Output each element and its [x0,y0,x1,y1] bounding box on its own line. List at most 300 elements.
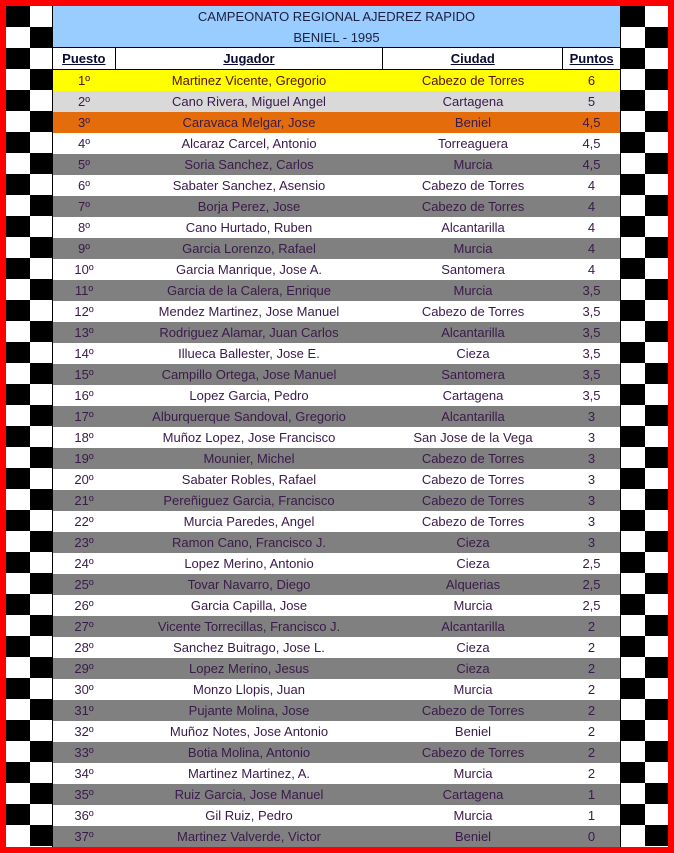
position-cell: 6º [78,178,90,193]
checker-square [6,27,30,48]
checker-square [30,195,52,216]
points-cell: 4,5 [582,136,601,151]
checker-square [645,342,668,363]
city-cell: Alcantarilla [441,220,505,235]
city-cell: Murcia [453,808,493,823]
checker-square [30,153,52,174]
position-cell: 1º [78,73,90,88]
city-cell: Cieza [456,346,490,361]
checker-square [6,48,30,69]
position-cell: 21º [74,493,94,508]
checker-square [6,468,30,489]
tournament-subtitle: BENIEL - 1995 [293,30,380,45]
points-cell: 3,5 [582,283,601,298]
player-cell: Muñoz Notes, Jose Antonio [169,724,329,739]
city-cell: Murcia [453,157,493,172]
player-cell: Sanchez Buitrago, Jose L. [173,640,325,655]
position-cell: 5º [78,157,90,172]
points-cell: 1 [587,808,596,823]
standings-frame [6,6,668,847]
player-cell: Lopez Merino, Antonio [184,556,314,571]
checker-square [645,552,668,573]
checker-square [645,90,668,111]
table-row [53,364,620,385]
checker-square [30,216,52,237]
table-row [53,217,620,238]
table-row [53,616,620,637]
table-row [53,301,620,322]
player-cell: Mendez Martinez, Jose Manuel [158,304,340,319]
checker-square [621,216,645,237]
points-cell: 3 [587,451,596,466]
position-cell: 7º [78,199,90,214]
position-cell: 35º [74,787,94,802]
player-cell: Sabater Robles, Rafael [181,472,317,487]
points-cell: 4,5 [582,157,601,172]
points-cell: 4 [587,241,596,256]
city-cell: Murcia [453,682,493,697]
position-cell: 30º [74,682,94,697]
city-cell: Murcia [453,766,493,781]
city-cell: Beniel [454,829,492,844]
table-row [53,112,620,133]
checker-square [621,363,645,384]
position-cell: 33º [74,745,94,760]
points-cell: 3,5 [582,388,601,403]
checker-square [621,111,645,132]
checker-square [30,657,52,678]
checker-square [645,321,668,342]
checker-square [30,615,52,636]
player-cell: Garcia Capilla, Jose [190,598,308,613]
checkerboard-border-right [621,6,668,847]
checker-square [30,6,52,27]
player-cell: Gil Ruiz, Pedro [205,808,293,823]
city-cell: Santomera [441,367,505,382]
city-cell: Murcia [453,241,493,256]
checker-square [6,6,30,27]
checker-square [30,678,52,699]
checker-square [645,195,668,216]
checker-square [645,531,668,552]
column-header-puntos: Puntos [562,48,620,69]
city-cell: Cabezo de Torres [421,493,525,508]
checker-square [6,300,30,321]
points-cell: 2,5 [582,556,601,571]
position-cell: 11º [74,283,94,298]
checker-square [645,510,668,531]
table-row [53,574,620,595]
table-body [53,70,620,847]
position-cell: 20º [74,472,94,487]
player-cell: Garcia Manrique, Jose A. [176,262,322,277]
points-cell: 2,5 [582,598,601,613]
table-row [53,175,620,196]
position-cell: 32º [74,724,94,739]
position-cell: 15º [74,367,94,382]
checker-square [621,321,645,342]
checker-square [30,342,52,363]
checker-square [6,195,30,216]
checker-square [645,678,668,699]
table-row [53,91,620,112]
points-cell: 2 [587,661,596,676]
player-cell: Garcia de la Calera, Enrique [166,283,332,298]
city-cell: Cieza [456,640,490,655]
checker-square [645,447,668,468]
checker-square [30,237,52,258]
checker-square [645,594,668,615]
player-cell: Garcia Lorenzo, Rafael [182,241,316,256]
player-cell: Lopez Garcia, Pedro [189,388,309,403]
checker-square [645,237,668,258]
checker-square [6,69,30,90]
checker-square [6,699,30,720]
table-row [53,637,620,658]
checker-square [6,426,30,447]
checker-square [621,804,645,825]
position-cell: 28º [74,640,94,655]
city-cell: Alcantarilla [441,325,505,340]
city-cell: Alcantarilla [441,619,505,634]
checker-square [621,468,645,489]
player-cell: Alburquerque Sandoval, Gregorio [152,409,346,424]
checker-square [645,573,668,594]
player-cell: Martinez Martinez, A. [187,766,311,781]
checker-square [30,111,52,132]
checker-square [621,132,645,153]
city-cell: Murcia [453,283,493,298]
table-row [53,259,620,280]
checker-square [621,573,645,594]
city-cell: Cabezo de Torres [421,73,525,88]
checker-square [6,783,30,804]
checker-square [621,636,645,657]
checker-square [645,363,668,384]
checker-square [621,657,645,678]
points-cell: 2 [587,640,596,655]
city-cell: San Jose de la Vega [413,430,533,445]
checker-square [621,300,645,321]
position-cell: 9º [78,241,90,256]
table-row [53,553,620,574]
points-cell: 3 [587,430,596,445]
checker-square [621,90,645,111]
city-cell: Cabezo de Torres [421,514,525,529]
points-cell: 3 [587,535,596,550]
checker-square [6,279,30,300]
checker-square [30,48,52,69]
table-row [53,133,620,154]
player-cell: Rodriguez Alamar, Juan Carlos [159,325,339,340]
player-cell: Pujante Molina, Jose [188,703,310,718]
checker-square [621,48,645,69]
points-cell: 4,5 [582,115,601,130]
points-cell: 6 [587,73,596,88]
checker-square [621,489,645,510]
player-cell: Muñoz Lopez, Jose Francisco [162,430,336,445]
player-cell: Pereñiguez Garcia, Francisco [163,493,335,508]
player-cell: Illueca Ballester, Jose E. [178,346,320,361]
player-cell: Cano Rivera, Miguel Angel [172,94,326,109]
checkerboard-border-left [6,6,52,847]
checker-square [6,720,30,741]
checker-square [621,384,645,405]
player-cell: Alcaraz Carcel, Antonio [181,136,317,151]
checker-square [6,153,30,174]
checker-square [621,699,645,720]
position-cell: 2º [78,94,90,109]
table-row [53,154,620,175]
checker-square [645,279,668,300]
checker-square [621,510,645,531]
city-cell: Cieza [456,556,490,571]
checker-square [645,300,668,321]
player-cell: Martinez Vicente, Gregorio [171,73,327,88]
city-cell: Cabezo de Torres [421,472,525,487]
city-cell: Cabezo de Torres [421,178,525,193]
player-cell: Botia Molina, Antonio [187,745,311,760]
points-cell: 2 [587,703,596,718]
player-cell: Vicente Torrecillas, Francisco J. [157,619,341,634]
checker-square [30,69,52,90]
position-cell: 16º [74,388,94,403]
city-cell: Alquerias [445,577,501,592]
table-header [53,48,620,70]
points-cell: 3 [587,514,596,529]
checker-square [621,174,645,195]
checker-square [30,825,52,846]
player-cell: Murcia Paredes, Angel [183,514,315,529]
points-cell: 4 [587,220,596,235]
checker-square [30,405,52,426]
checker-square [6,804,30,825]
checker-square [6,510,30,531]
city-cell: Torreaguera [437,136,509,151]
checker-square [621,27,645,48]
points-cell: 2 [587,745,596,760]
points-cell: 4 [587,262,596,277]
position-cell: 24º [74,556,94,571]
table-row [53,448,620,469]
player-cell: Borja Perez, Jose [197,199,301,214]
checker-square [621,741,645,762]
checker-square [621,279,645,300]
position-cell: 17º [74,409,94,424]
table-row [53,343,620,364]
checker-square [30,573,52,594]
city-cell: Cieza [456,535,490,550]
checker-square [30,300,52,321]
player-cell: Martinez Valverde, Victor [176,829,322,844]
table-row [53,280,620,301]
player-cell: Soria Sanchez, Carlos [184,157,314,172]
position-cell: 8º [78,220,90,235]
checker-square [621,258,645,279]
checker-square [6,531,30,552]
table-row [53,721,620,742]
checker-square [645,804,668,825]
checker-square [30,90,52,111]
checker-square [645,258,668,279]
player-cell: Caravaca Melgar, Jose [182,115,316,130]
position-cell: 34º [74,766,94,781]
checker-square [30,552,52,573]
position-cell: 31º [74,703,94,718]
checker-square [645,489,668,510]
table-row [53,679,620,700]
checker-square [6,447,30,468]
city-cell: Murcia [453,598,493,613]
checker-square [30,783,52,804]
table-row [53,511,620,532]
checker-square [30,468,52,489]
points-cell: 0 [587,829,596,844]
column-header-puesto: Puesto [62,51,106,66]
checker-square [6,111,30,132]
position-cell: 3º [78,115,90,130]
position-cell: 4º [78,136,90,151]
checker-square [621,237,645,258]
checker-square [6,342,30,363]
checker-square [6,237,30,258]
checker-square [6,657,30,678]
checker-square [6,615,30,636]
checker-square [645,783,668,804]
checker-square [621,678,645,699]
player-cell: Ruiz Garcia, Jose Manuel [174,787,324,802]
city-cell: Santomera [441,262,505,277]
position-cell: 37º [74,829,94,844]
checker-square [30,594,52,615]
points-cell: 4 [587,178,596,193]
checker-square [30,258,52,279]
checker-square [621,531,645,552]
player-cell: Lopez Merino, Jesus [189,661,309,676]
checker-square [30,489,52,510]
checker-square [621,69,645,90]
checker-square [6,216,30,237]
checker-square [6,594,30,615]
table-row [53,826,620,847]
table-row [53,196,620,217]
checker-square [30,279,52,300]
table-row [53,805,620,826]
points-cell: 2 [587,724,596,739]
points-cell: 5 [587,94,596,109]
checker-square [30,174,52,195]
points-cell: 3 [587,472,596,487]
city-cell: Beniel [454,724,492,739]
checker-square [645,48,668,69]
checker-square [30,510,52,531]
checker-square [645,615,668,636]
checker-square [6,636,30,657]
position-cell: 25º [74,577,94,592]
position-cell: 29º [74,661,94,676]
checker-square [645,27,668,48]
checker-square [645,657,668,678]
checker-square [6,321,30,342]
checker-square [645,825,668,846]
points-cell: 3 [587,409,596,424]
city-cell: Cartagena [442,787,504,802]
checker-square [621,783,645,804]
points-cell: 2 [587,766,596,781]
position-cell: 22º [74,514,94,529]
checker-square [621,426,645,447]
column-header-jugador: Jugador [115,48,383,69]
position-cell: 36º [74,808,94,823]
checker-square [30,720,52,741]
checker-square [30,699,52,720]
table-row [53,595,620,616]
player-cell: Ramon Cano, Francisco J. [172,535,326,550]
position-cell: 18º [74,430,94,445]
checker-square [30,741,52,762]
standings-table [52,6,621,847]
player-cell: Monzo Llopis, Juan [192,682,305,697]
checker-square [30,384,52,405]
checker-square [645,111,668,132]
checker-square [30,132,52,153]
checker-square [621,6,645,27]
checker-square [6,363,30,384]
checker-square [30,426,52,447]
table-row [53,784,620,805]
tournament-title: CAMPEONATO REGIONAL AJEDREZ RAPIDO [197,9,476,24]
table-row [53,742,620,763]
table-row [53,385,620,406]
checker-square [30,762,52,783]
checker-square [6,825,30,846]
checker-square [645,384,668,405]
position-cell: 27º [74,619,94,634]
checker-square [6,573,30,594]
checker-square [6,384,30,405]
points-cell: 1 [587,787,596,802]
points-cell: 3,5 [582,367,601,382]
checker-square [645,699,668,720]
checker-square [621,447,645,468]
checker-square [6,405,30,426]
checker-square [6,489,30,510]
points-cell: 2 [587,682,596,697]
player-cell: Cano Hurtado, Ruben [185,220,313,235]
points-cell: 2,5 [582,577,601,592]
checker-square [30,804,52,825]
table-row [53,532,620,553]
player-cell: Mounier, Michel [203,451,295,466]
position-cell: 10º [74,262,94,277]
checker-square [30,447,52,468]
checker-square [645,636,668,657]
table-row [53,490,620,511]
city-cell: Beniel [454,115,492,130]
position-cell: 26º [74,598,94,613]
checker-square [621,405,645,426]
checker-square [645,153,668,174]
checker-square [645,720,668,741]
checker-square [30,27,52,48]
checker-square [621,762,645,783]
points-cell: 3,5 [582,325,601,340]
position-cell: 12º [74,304,94,319]
player-cell: Campillo Ortega, Jose Manuel [161,367,337,382]
checker-square [645,741,668,762]
checker-square [6,174,30,195]
checker-square [6,552,30,573]
